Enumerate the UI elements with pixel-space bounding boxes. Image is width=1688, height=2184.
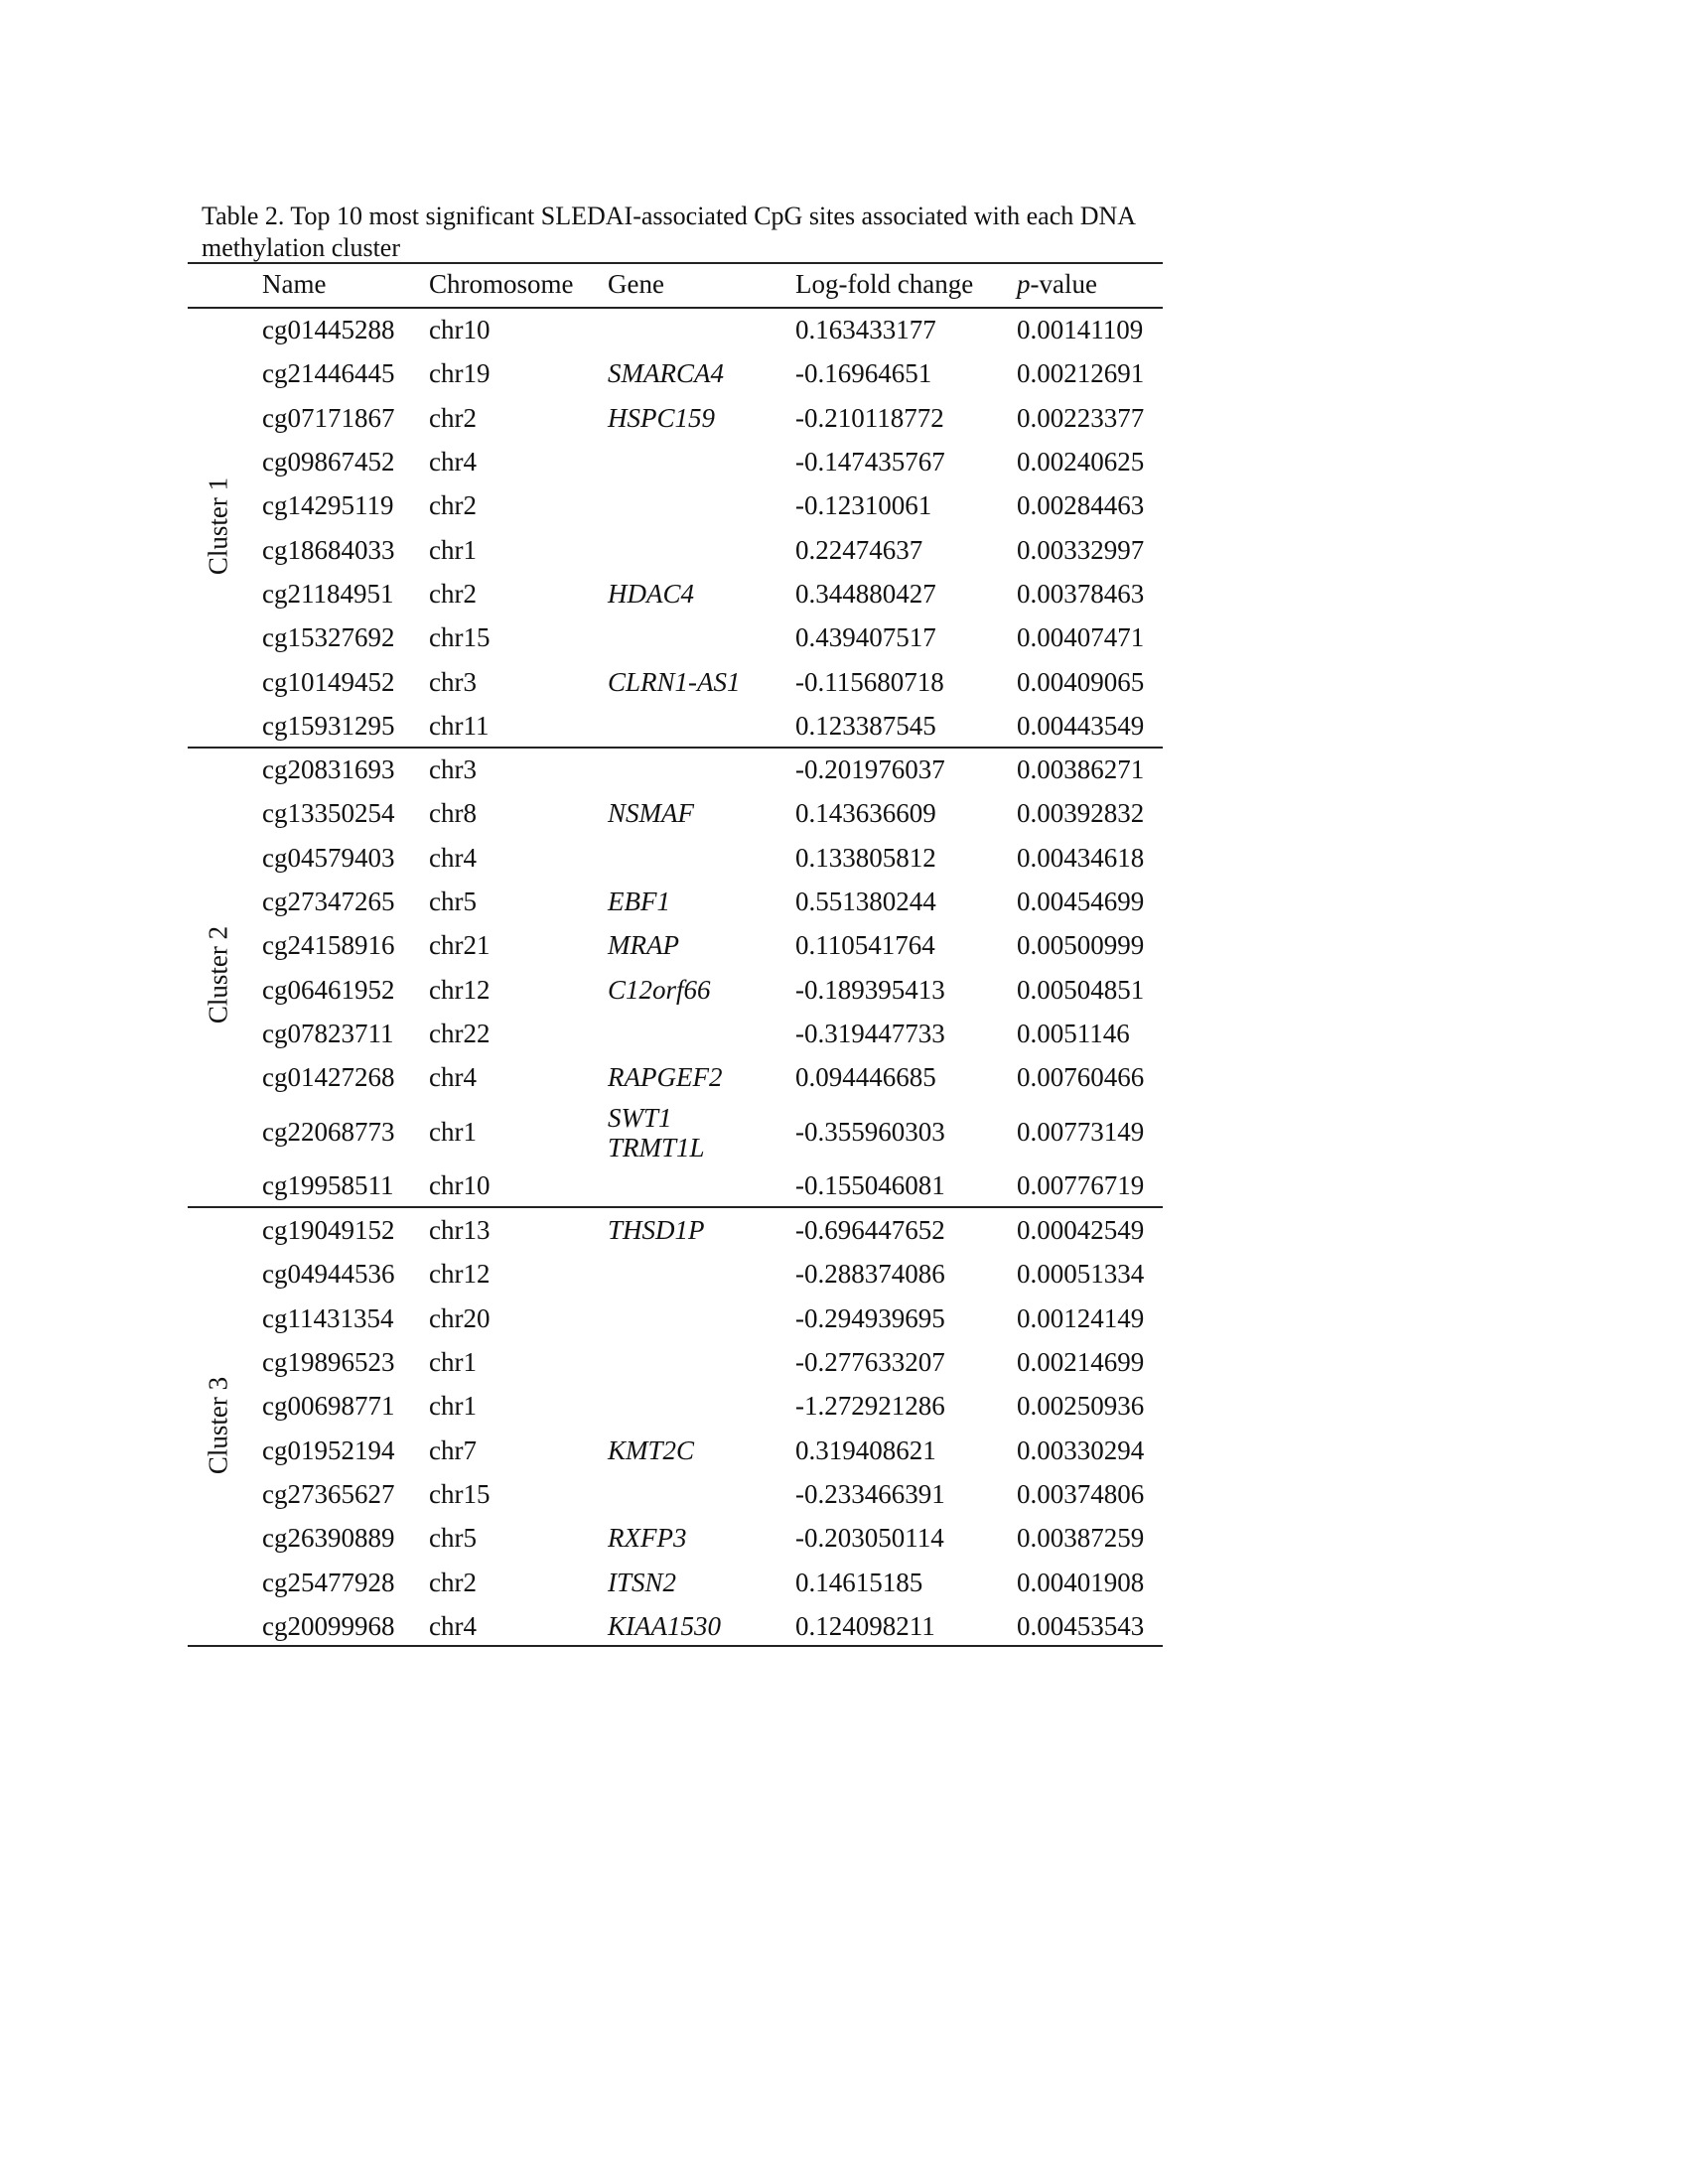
cpg-name-cell: cg21446445 bbox=[262, 358, 395, 389]
log-fold-change-cell: -0.189395413 bbox=[795, 974, 945, 1005]
header-gene: Gene bbox=[608, 269, 664, 299]
cpg-name-cell: cg19958511 bbox=[262, 1169, 394, 1200]
cpg-name-cell: cg01427268 bbox=[262, 1062, 395, 1093]
log-fold-change-cell: 0.14615185 bbox=[795, 1567, 923, 1597]
gene-cell: C12orf66 bbox=[608, 974, 711, 1005]
cpg-name-cell: cg21184951 bbox=[262, 578, 394, 609]
cpg-name-cell: cg25477928 bbox=[262, 1567, 395, 1597]
header-log-fold-change: Log-fold change bbox=[795, 269, 974, 299]
header-p-value bbox=[1017, 268, 1097, 300]
gene-cell: MRAP bbox=[608, 930, 679, 961]
cpg-name-cell: cg01952194 bbox=[262, 1434, 395, 1465]
p-value-cell: 0.00051334 bbox=[1017, 1259, 1145, 1290]
gene-cell: RAPGEF2 bbox=[608, 1062, 723, 1093]
p-value-cell: 0.00453543 bbox=[1017, 1610, 1145, 1641]
cluster-1-label: Cluster 1 bbox=[203, 477, 233, 576]
cpg-name-cell: cg19049152 bbox=[262, 1215, 395, 1246]
cpg-name-cell: cg07171867 bbox=[262, 402, 395, 433]
p-value-cell: 0.00387259 bbox=[1017, 1523, 1145, 1554]
p-value-cell: 0.00042549 bbox=[1017, 1215, 1145, 1246]
table-caption: Table 2. Top 10 most significant SLEDAI-associated CpG sites associated with each DNA methylation cluster bbox=[202, 202, 1135, 262]
p-value-cell: 0.00500999 bbox=[1017, 930, 1145, 961]
gene-cell: ITSN2 bbox=[608, 1567, 677, 1597]
chromosome-cell: chr1 bbox=[429, 1347, 477, 1378]
chromosome-cell: chr11 bbox=[429, 710, 490, 741]
p-value-cell: 0.00454699 bbox=[1017, 887, 1145, 917]
cpg-name-cell: cg22068773 bbox=[262, 1116, 395, 1147]
header-rule bbox=[188, 307, 1163, 309]
cpg-name-cell: cg20831693 bbox=[262, 754, 395, 785]
cpg-name-cell: cg13350254 bbox=[262, 798, 395, 829]
p-value-cell: 0.00434618 bbox=[1017, 842, 1145, 873]
header-p-suffix: -value bbox=[1030, 269, 1097, 299]
log-fold-change-cell: 0.163433177 bbox=[795, 315, 936, 345]
p-value-cell: 0.00760466 bbox=[1017, 1062, 1145, 1093]
p-value-cell: 0.00407471 bbox=[1017, 622, 1145, 653]
cpg-name-cell: cg07823711 bbox=[262, 1018, 394, 1048]
chromosome-cell: chr10 bbox=[429, 315, 491, 345]
log-fold-change-cell: -0.319447733 bbox=[795, 1018, 945, 1048]
log-fold-change-cell: -0.203050114 bbox=[795, 1523, 944, 1554]
p-value-cell: 0.00124149 bbox=[1017, 1302, 1145, 1333]
cpg-name-cell: cg06461952 bbox=[262, 974, 395, 1005]
p-value-cell: 0.00240625 bbox=[1017, 447, 1145, 478]
chromosome-cell: chr4 bbox=[429, 1610, 477, 1641]
cluster-2-label: Cluster 2 bbox=[203, 925, 233, 1024]
log-fold-change-cell: 0.439407517 bbox=[795, 622, 936, 653]
log-fold-change-cell: -0.288374086 bbox=[795, 1259, 945, 1290]
log-fold-change-cell: 0.110541764 bbox=[795, 930, 935, 961]
p-value-cell: 0.00773149 bbox=[1017, 1116, 1145, 1147]
p-value-cell: 0.00141109 bbox=[1017, 315, 1144, 345]
chromosome-cell: chr21 bbox=[429, 930, 491, 961]
p-value-cell: 0.00443549 bbox=[1017, 710, 1145, 741]
chromosome-cell: chr8 bbox=[429, 798, 477, 829]
chromosome-cell: chr7 bbox=[429, 1434, 477, 1465]
header-chromosome: Chromosome bbox=[429, 269, 574, 299]
chromosome-cell: chr15 bbox=[429, 622, 491, 653]
header-p-italic: p bbox=[1017, 269, 1031, 299]
log-fold-change-cell: 0.319408621 bbox=[795, 1434, 936, 1465]
chromosome-cell: chr13 bbox=[429, 1215, 491, 1246]
cpg-name-cell: cg15327692 bbox=[262, 622, 395, 653]
cpg-name-cell: cg19896523 bbox=[262, 1347, 395, 1378]
gene-cell: HSPC159 bbox=[608, 402, 715, 433]
cpg-name-cell: cg15931295 bbox=[262, 710, 395, 741]
gene-cell: CLRN1-AS1 bbox=[608, 666, 741, 697]
cpg-name-cell: cg14295119 bbox=[262, 490, 394, 521]
chromosome-cell: chr12 bbox=[429, 1259, 491, 1290]
log-fold-change-cell: -0.294939695 bbox=[795, 1302, 945, 1333]
cpg-name-cell: cg11431354 bbox=[262, 1302, 394, 1333]
chromosome-cell: chr4 bbox=[429, 842, 477, 873]
chromosome-cell: chr4 bbox=[429, 447, 477, 478]
p-value-cell: 0.00401908 bbox=[1017, 1567, 1145, 1597]
cpg-name-cell: cg04944536 bbox=[262, 1259, 395, 1290]
chromosome-cell: chr2 bbox=[429, 402, 477, 433]
chromosome-cell: chr5 bbox=[429, 1523, 477, 1554]
log-fold-change-cell: -0.12310061 bbox=[795, 490, 932, 521]
gene-cell-second-line: TRMT1L bbox=[608, 1132, 705, 1162]
log-fold-change-cell: -1.272921286 bbox=[795, 1391, 945, 1422]
gene-cell: KIAA1530 bbox=[608, 1610, 721, 1641]
log-fold-change-cell: 0.22474637 bbox=[795, 534, 923, 565]
log-fold-change-cell: -0.201976037 bbox=[795, 754, 945, 785]
p-value-cell: 0.00332997 bbox=[1017, 534, 1145, 565]
chromosome-cell: chr3 bbox=[429, 666, 477, 697]
log-fold-change-cell: 0.143636609 bbox=[795, 798, 936, 829]
chromosome-cell: chr3 bbox=[429, 754, 477, 785]
chromosome-cell: chr19 bbox=[429, 358, 491, 389]
chromosome-cell: chr4 bbox=[429, 1062, 477, 1093]
cpg-name-cell: cg27365627 bbox=[262, 1478, 395, 1509]
log-fold-change-cell: -0.277633207 bbox=[795, 1347, 945, 1378]
chromosome-cell: chr22 bbox=[429, 1018, 491, 1048]
p-value-cell: 0.00378463 bbox=[1017, 578, 1145, 609]
p-value-cell: 0.00386271 bbox=[1017, 754, 1145, 785]
p-value-cell: 0.00214699 bbox=[1017, 1347, 1145, 1378]
cpg-name-cell: cg04579403 bbox=[262, 842, 395, 873]
p-value-cell: 0.00330294 bbox=[1017, 1434, 1145, 1465]
cpg-name-cell: cg01445288 bbox=[262, 315, 395, 345]
cpg-name-cell: cg26390889 bbox=[262, 1523, 395, 1554]
gene-cell: KMT2C bbox=[608, 1434, 695, 1465]
log-fold-change-cell: 0.551380244 bbox=[795, 887, 936, 917]
chromosome-cell: chr1 bbox=[429, 1391, 477, 1422]
log-fold-change-cell: 0.123387545 bbox=[795, 710, 936, 741]
cpg-name-cell: cg10149452 bbox=[262, 666, 395, 697]
cluster-divider-1 bbox=[188, 747, 1163, 749]
p-value-cell: 0.00392832 bbox=[1017, 798, 1145, 829]
cpg-name-cell: cg09867452 bbox=[262, 447, 395, 478]
log-fold-change-cell: -0.355960303 bbox=[795, 1116, 945, 1147]
chromosome-cell: chr2 bbox=[429, 578, 477, 609]
bottom-rule bbox=[188, 1645, 1163, 1647]
log-fold-change-cell: -0.155046081 bbox=[795, 1169, 945, 1200]
p-value-cell: 0.00504851 bbox=[1017, 974, 1145, 1005]
cpg-name-cell: cg24158916 bbox=[262, 930, 395, 961]
log-fold-change-cell: -0.696447652 bbox=[795, 1215, 945, 1246]
p-value-cell: 0.00776719 bbox=[1017, 1169, 1145, 1200]
cpg-name-cell: cg18684033 bbox=[262, 534, 395, 565]
gene-cell: EBF1 bbox=[608, 887, 670, 917]
gene-cell: NSMAF bbox=[608, 798, 694, 829]
chromosome-cell: chr12 bbox=[429, 974, 491, 1005]
chromosome-cell: chr1 bbox=[429, 1116, 477, 1147]
log-fold-change-cell: 0.094446685 bbox=[795, 1062, 936, 1093]
chromosome-cell: chr1 bbox=[429, 534, 477, 565]
cluster-divider-2 bbox=[188, 1206, 1163, 1208]
chromosome-cell: chr15 bbox=[429, 1478, 491, 1509]
chromosome-cell: chr5 bbox=[429, 887, 477, 917]
chromosome-cell: chr2 bbox=[429, 490, 477, 521]
gene-cell: SMARCA4 bbox=[608, 358, 724, 389]
chromosome-cell: chr10 bbox=[429, 1169, 491, 1200]
log-fold-change-cell: -0.210118772 bbox=[795, 402, 944, 433]
p-value-cell: 0.00284463 bbox=[1017, 490, 1145, 521]
chromosome-cell: chr20 bbox=[429, 1302, 491, 1333]
header-name: Name bbox=[262, 269, 327, 299]
gene-cell: THSD1P bbox=[608, 1215, 705, 1246]
p-value-cell: 0.00223377 bbox=[1017, 402, 1145, 433]
cpg-name-cell: cg00698771 bbox=[262, 1391, 395, 1422]
p-value-cell: 0.00409065 bbox=[1017, 666, 1145, 697]
log-fold-change-cell: -0.233466391 bbox=[795, 1478, 945, 1509]
p-value-cell: 0.00212691 bbox=[1017, 358, 1145, 389]
gene-cell: SWT1 bbox=[608, 1102, 672, 1133]
gene-cell: RXFP3 bbox=[608, 1523, 687, 1554]
p-value-cell: 0.00374806 bbox=[1017, 1478, 1145, 1509]
cpg-name-cell: cg27347265 bbox=[262, 887, 395, 917]
cpg-name-cell: cg20099968 bbox=[262, 1610, 395, 1641]
log-fold-change-cell: -0.115680718 bbox=[795, 666, 944, 697]
log-fold-change-cell: 0.344880427 bbox=[795, 578, 936, 609]
log-fold-change-cell: 0.124098211 bbox=[795, 1610, 935, 1641]
log-fold-change-cell: -0.147435767 bbox=[795, 447, 945, 478]
cluster-3-label: Cluster 3 bbox=[203, 1376, 233, 1475]
p-value-cell: 0.00250936 bbox=[1017, 1391, 1145, 1422]
p-value-cell: 0.0051146 bbox=[1017, 1018, 1130, 1048]
log-fold-change-cell: -0.16964651 bbox=[795, 358, 932, 389]
chromosome-cell: chr2 bbox=[429, 1567, 477, 1597]
top-rule bbox=[188, 262, 1163, 264]
gene-cell: HDAC4 bbox=[608, 578, 694, 609]
log-fold-change-cell: 0.133805812 bbox=[795, 842, 936, 873]
